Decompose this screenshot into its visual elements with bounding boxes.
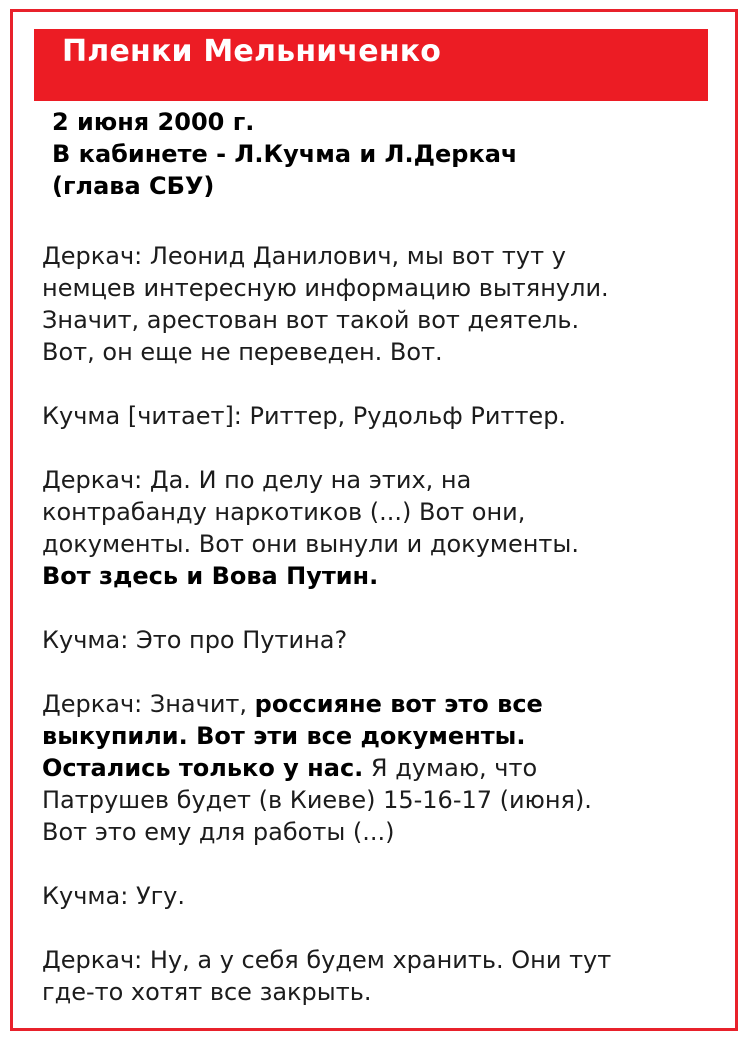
transcript-line bbox=[42, 272, 712, 304]
transcript-text: контрабанду наркотиков (...) Вот они, bbox=[42, 498, 526, 526]
transcript-line bbox=[42, 336, 712, 368]
transcript-text: Вот это ему для работы (...) bbox=[42, 818, 395, 846]
highlighted-text: россияне вот это все bbox=[254, 690, 543, 718]
transcript-text: Кучма [читает]: Риттер, Рудольф Риттер. bbox=[42, 402, 567, 430]
highlighted-text: Вот здесь и Вова Путин. bbox=[42, 562, 379, 590]
transcript-line bbox=[42, 240, 712, 272]
title-banner bbox=[34, 29, 708, 101]
transcript-paragraph bbox=[42, 944, 712, 1008]
header-note: (глава СБУ) bbox=[52, 172, 215, 200]
transcript-paragraph bbox=[42, 464, 712, 592]
transcript-line bbox=[42, 496, 712, 528]
transcript-text: Деркач: Ну, а у себя будем хранить. Они тут bbox=[42, 946, 612, 974]
transcript-paragraph bbox=[42, 240, 712, 368]
highlighted-text: выкупили. Вот эти все документы. bbox=[42, 722, 526, 750]
page-title: Пленки Мельниченко bbox=[62, 34, 442, 69]
highlighted-text: Остались только у нас. bbox=[42, 754, 364, 782]
transcript-line bbox=[42, 304, 712, 336]
transcript-line bbox=[42, 688, 712, 720]
transcript-text: Деркач: Значит, bbox=[42, 690, 255, 718]
transcript-line bbox=[42, 784, 712, 816]
transcript-text: Деркач: Да. И по делу на этих, на bbox=[42, 466, 472, 494]
transcript-line bbox=[42, 976, 712, 1008]
transcript-line bbox=[42, 816, 712, 848]
transcript-text: немцев интересную информацию вытянули. bbox=[42, 274, 609, 302]
transcript-paragraph bbox=[42, 688, 712, 848]
transcript-text: Вот, он еще не переведен. Вот. bbox=[42, 338, 443, 366]
transcript-text: Кучма: Это про Путина? bbox=[42, 626, 348, 654]
transcript-text: Кучма: Угу. bbox=[42, 882, 186, 910]
transcript-text: Я думаю, что bbox=[363, 754, 538, 782]
header-date: 2 июня 2000 г. bbox=[52, 108, 255, 136]
transcript-paragraph bbox=[42, 624, 712, 656]
transcript-text: Патрушев будет (в Киеве) 15-16-17 (июня). bbox=[42, 786, 592, 814]
transcript-paragraph bbox=[42, 400, 712, 432]
transcript-text: Значит, арестован вот такой вот деятель. bbox=[42, 306, 580, 334]
transcript-line bbox=[42, 720, 712, 752]
transcript-text: где-то хотят все закрыть. bbox=[42, 978, 372, 1006]
transcript-text: документы. Вот они вынули и документы. bbox=[42, 530, 579, 558]
header-location: В кабинете - Л.Кучма и Л.Деркач bbox=[52, 140, 518, 168]
transcript-line bbox=[42, 880, 712, 912]
transcript-line bbox=[42, 464, 712, 496]
transcript-line bbox=[42, 528, 712, 560]
transcript-paragraph bbox=[42, 880, 712, 912]
header-block bbox=[52, 106, 517, 202]
transcript-line bbox=[42, 624, 712, 656]
transcript bbox=[42, 240, 712, 1008]
transcript-text: Деркач: Леонид Данилович, мы вот тут у bbox=[42, 242, 566, 270]
transcript-line bbox=[42, 752, 712, 784]
transcript-line bbox=[42, 560, 712, 592]
transcript-line bbox=[42, 944, 712, 976]
transcript-line bbox=[42, 400, 712, 432]
